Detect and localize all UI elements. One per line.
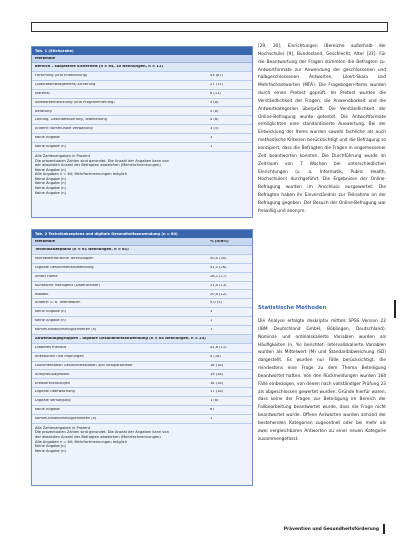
table-cell-value: 5 (8) [210, 109, 219, 113]
table-cell-label: Diabetes mellitus [35, 345, 67, 349]
table-note: Alle Angaben n = 64; Mehrfachnennungen möglich [35, 439, 127, 444]
page-footer [284, 524, 385, 534]
table-cell-value: 16 (18) [210, 381, 224, 385]
table-cell-value: 8 (13) [210, 91, 221, 95]
table-cell-value: 3 (5) [210, 127, 219, 131]
table-cell-value: 1 (8) [210, 399, 219, 403]
table-cell-label: Krebserkrankungen [35, 381, 71, 385]
table-cell-value: 1 [210, 145, 213, 149]
table-row [32, 81, 252, 90]
table-row [32, 282, 252, 291]
table-row [32, 344, 252, 353]
footer-journal-title: Prävention und Gesundheitsförderung [283, 526, 379, 532]
table-1-notes [32, 152, 252, 195]
table-cell-label: Keine Angabe (n) [35, 319, 66, 323]
table-note: der absoluten Anzahl der Befragten abweichen (Mehrfachnennungen) [35, 163, 161, 168]
table-note: Alle Zahlenangaben in Prozent [35, 153, 91, 158]
table-1-header-label: Merkmale [35, 56, 56, 60]
table-cell-value: 27 (11) [210, 82, 224, 86]
table-row [32, 90, 252, 99]
table-2-header [32, 238, 252, 246]
table-row [32, 317, 252, 326]
table-row [32, 116, 252, 125]
table-cell-label: Andere: kommunale Verwaltung [35, 127, 93, 131]
table-note: Keine Angabe (n) [35, 444, 66, 449]
table-cell-value: 28,1 (17) [210, 274, 227, 278]
table-cell-label: Infektionen und Impfungen [35, 354, 84, 358]
table-2-header-label: Merkmale [35, 239, 56, 243]
table-cell-label: Material [35, 91, 50, 95]
table-cell-value: 1 [210, 328, 213, 332]
table-row [32, 388, 252, 397]
table-cell-value: 4 (18) [210, 354, 221, 358]
table-cell-label: Digitale Gesundheitsanwendung [35, 265, 94, 269]
table-cell-value: 17 (18) [210, 390, 224, 394]
table-cell-label: Kommunikationsmöglichkeiten (n) [35, 417, 97, 421]
table-cell-label: Digitale Versorgung [35, 399, 71, 403]
table-cell-label: Anwendungsgruppen – digitale Gesundheitsanwendung (n = 64 Nennungen, n = 23) [35, 337, 206, 341]
table-note: Keine Angabe (n) [35, 448, 66, 453]
table-note: der absoluten Anzahl der Befragten abweichen (Mehrfachnennungen) [35, 435, 161, 439]
table-cell-value: 41,1 (26) [210, 265, 227, 269]
body-column-top [258, 43, 386, 216]
table-2-notes [32, 424, 252, 454]
table-row [32, 406, 252, 415]
table-2-caption: Tab. 2 Technikakzeptanz und digitale Gesundheitsanwendung (n = 64) [32, 230, 252, 238]
table-cell-label: Leitung, Geschäftsführung, Teamleitung [35, 118, 107, 122]
table-section-row [32, 246, 252, 255]
table-cell-value: 50,0 (30) [210, 257, 227, 261]
table-note: Alle Angaben n = 64; Mehrfachnennungen möglich [35, 172, 127, 177]
table-section-row [32, 335, 252, 344]
table-cell-label: Dokumentation Gesundheitsdaten und Vitalparameter [35, 363, 133, 367]
table-note: Keine Angabe (n) [35, 190, 66, 195]
table-row [32, 308, 252, 317]
table-row [32, 397, 252, 406]
table-cell-label: Softwareentwicklung (und Programmierung) [35, 100, 115, 104]
table-note: Alle Zahlenangaben in Prozent [35, 425, 91, 430]
table-2 [31, 229, 253, 486]
table-row [32, 125, 252, 134]
table-cell-value: 19 (18) [210, 372, 224, 376]
table-note: Keine Angabe (n) [35, 176, 66, 181]
table-1 [31, 46, 253, 218]
table-cell-value: 1 [210, 417, 213, 421]
table-cell-value: 43 (67) [210, 74, 224, 78]
table-cell-label: Andere: u. a. Telemedizin [35, 301, 81, 305]
table-1-header [32, 55, 252, 63]
table-row [32, 370, 252, 379]
table-row [32, 264, 252, 273]
table-cell-label: Keine Angabe [35, 408, 60, 412]
table-cell-label: Bereich – subjektive Sicherheit (n = 64, 10 Nennungen, n = 11) [35, 65, 163, 69]
table-1-caption: Tab. 1 (Stichprobe) [32, 47, 252, 55]
body-column-bottom [258, 318, 386, 444]
table-cell-value: 1 [210, 319, 213, 323]
table-row [32, 255, 252, 264]
table-1-body [32, 63, 252, 152]
table-cell-label: Keine Angabe (n) [35, 145, 66, 149]
table-note: Keine Angabe (n) [35, 181, 66, 186]
footer-rule [383, 524, 385, 534]
table-cell-value: 3 [210, 310, 213, 314]
table-cell-label: Qualitätsmanagement/-sicherung [35, 82, 96, 86]
body-paragraph: Die Analyse erfolgte deskriptiv mittels SPSS Version 22 (IBM Deutschland GmbH, Böblingen, Deutschland). Nominal- und ordinalskalierte Variablen wurden als Häufigkeiten (n, %) berichtet. Intervallskalierte Variablen wurden als Mittelwert (M) und Standardabweichung (SD) dargestellt. Es wurden nur Fälle berücksichtigt, die mindestens eine Frage zu dem Thema Beteiligung beantwortet hatten. Von den Rückmeldungen wurden 164 Fälle einbezogen, von denen nach vollständiger Prüfung 23 als abgeschlossen gewertet wurden. Gründe hierfür waren, dass keine der Fragen zur Beteiligung im Bereich der Fallbearbeitung beantwortet wurde, dass die Frage nicht beantwortet wurde. Offene Antworten wurden anhand der bestehenden Kategorien zugeordnet oder bei mehr als zwei vergleichbaren Antworten zu einer neuen Kategorie zusammengefasst. [258, 319, 386, 442]
table-2-body [32, 246, 252, 424]
table-row [32, 326, 252, 335]
table-cell-value: 9,0 (5) [210, 301, 222, 305]
table-row [32, 99, 252, 108]
table-note: Die prozentualen Zahlen sind gerundet. Die Anzahl der Angaben kann von [35, 430, 169, 435]
margin-marker [394, 300, 396, 318]
table-row [32, 290, 252, 299]
table-cell-value: 20,0 (12) [210, 292, 227, 296]
table-row [32, 72, 252, 81]
table-cell-value: 5 (8) [210, 100, 219, 104]
table-cell-value: 42,6 (11) [210, 345, 227, 349]
table-section-row [32, 63, 252, 72]
table-cell-label: Kommunikationsmöglichkeiten (n) [35, 328, 97, 332]
table-row [32, 415, 252, 424]
table-cell-label: Robotik [35, 292, 49, 296]
table-note: Keine Angabe (n) [35, 167, 66, 172]
section-heading: Statistische Methoden [258, 305, 327, 311]
table-2-header-value: % (n/N%) [210, 239, 229, 243]
table-cell-label: Beratung [35, 109, 52, 113]
table-note: Keine Angabe (n) [35, 186, 66, 191]
table-cell-value: 16 (18) [210, 363, 224, 367]
table-cell-label: Keine Angabe (n) [35, 310, 66, 314]
running-header-box [31, 22, 388, 32]
table-cell-value: 21,0 (13) [210, 283, 227, 287]
table-cell-label: Analyse/Diagnostik [35, 372, 70, 376]
table-row [32, 379, 252, 388]
table-row [32, 353, 252, 362]
table-cell-value: 67 [210, 408, 215, 412]
table-row [32, 273, 252, 282]
table-row [32, 143, 252, 152]
table-cell-label: Mikroelektronische Technologien [35, 257, 94, 261]
table-cell-label: Digitale Überwachung [35, 390, 75, 394]
table-row [32, 134, 252, 143]
table-cell-label: Smart Home [35, 274, 58, 278]
body-paragraph: [29, 30], Einrichtungen (Bereiche außerhalb der Hochschule) [9], Bundesland, Geschlecht, Alter [31]. Für die Beantwortung der Fragen stimmten die Befragten zu. Antwortformate zur Anwendung der geschlossenen und halbgeschlossenen Antworten, Likert-Skala und Mehrfachantworten (MFA). Die Fragebogen-Items wurden durch einen Pretest geprüft. Im Pretest wurden die Verständlichkeit der Fragen, die Anwendbarkeit und die Antwortkategorien überprüft. Die Verständlichkeit der Online-Befragung wurde getestet. Die Antwortformate ermöglichten eine standardisierte Auswertung. Bei der Entwicklung der Items wurden sowohl fachliche als auch methodische Kriterien berücksichtigt und die Befragung so konzipiert, dass die Befragten die Fragen in angemessener Zeit beantworten konnten. Die Durchführung wurde im Zeitraum von 7 Wochen bei unterschiedlichen Einrichtungen (u. a. Informatik, Public Health, Hochschulen) durchgeführt. Die Ergebnisse der Online-Befragung wurden im Anschluss ausgewertet. Die Befragten haben ihr Einverständnis zur Teilnahme an der Befragung gegeben. Der Besuch der Online-Befragung war freiwillig und anonym. [258, 44, 386, 214]
table-cell-value: 3 [210, 136, 213, 140]
table-row [32, 299, 252, 308]
table-note: Die prozentualen Zahlen sind gerundet. Die Anzahl der Angaben kann von [35, 158, 169, 163]
table-cell-label: Künstliche Intelligenz (Datentrainer) [35, 283, 101, 287]
table-cell-label: Forschung (und Entwicklung) [35, 74, 88, 78]
table-cell-label: Technikakzeptanz (n = 61 Nennungen, n = 61) [35, 248, 129, 252]
table-cell-value: 4 (6) [210, 118, 219, 122]
table-row [32, 362, 252, 371]
table-cell-label: Keine Angabe [35, 136, 60, 140]
table-row [32, 107, 252, 116]
